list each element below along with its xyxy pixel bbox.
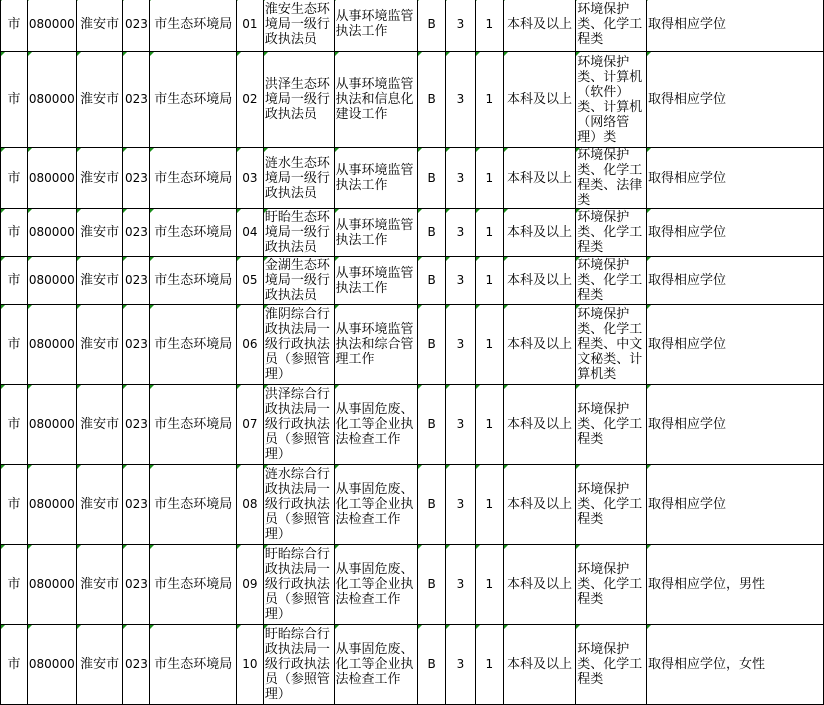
cell-position: 盱眙综合行政执法局一级行政执法员（参照管理） [263, 545, 334, 625]
cell-city: 市 [1, 305, 28, 385]
cell-position: 洪泽生态环境局一级行政执法员 [263, 52, 334, 148]
cell-cat: B [418, 209, 446, 257]
cell-edu: 本科及以上 [503, 148, 576, 209]
cell-major: 环境保护类、化学工程类 [576, 209, 647, 257]
cell-degree: 取得相应学位 [646, 148, 823, 209]
cell-edu: 本科及以上 [503, 0, 576, 52]
cell-position: 淮阴综合行政执法局一级行政执法员（参照管理） [263, 305, 334, 385]
cell-major: 环境保护类、化学工程类 [576, 545, 647, 625]
cell-dept-code: 023 [123, 305, 150, 385]
cell-code: 080000 [27, 148, 76, 209]
cell-code: 080000 [27, 625, 76, 705]
cell-duties: 从事环境监管执法工作 [334, 148, 418, 209]
cell-count: 1 [475, 148, 503, 209]
cell-pos-code: 05 [236, 257, 263, 305]
cell-city: 市 [1, 257, 28, 305]
cell-dept: 市生态环境局 [150, 52, 236, 148]
cell-position: 金湖生态环境局一级行政执法员 [263, 257, 334, 305]
cell-count: 1 [475, 465, 503, 545]
cell-count: 1 [475, 209, 503, 257]
table-row [1, 148, 824, 209]
cell-dept-code: 023 [123, 209, 150, 257]
cell-code: 080000 [27, 209, 76, 257]
table-row [1, 209, 824, 257]
cell-code: 080000 [27, 0, 76, 52]
cell-duties: 从事固危废、化工等企业执法检查工作 [334, 465, 418, 545]
cell-pos-code: 04 [236, 209, 263, 257]
cell-district: 淮安市 [76, 305, 123, 385]
cell-edu: 本科及以上 [503, 385, 576, 465]
cell-count: 1 [475, 52, 503, 148]
table-row [1, 545, 824, 625]
cell-edu: 本科及以上 [503, 625, 576, 705]
cell-duties: 从事固危废、化工等企业执法检查工作 [334, 545, 418, 625]
cell-degree: 取得相应学位 [646, 0, 823, 52]
cell-duties: 从事环境监管执法工作 [334, 0, 418, 52]
cell-count: 1 [475, 385, 503, 465]
cell-duties: 从事环境监管执法工作 [334, 257, 418, 305]
cell-count: 1 [475, 305, 503, 385]
cell-position: 涟水生态环境局一级行政执法员 [263, 148, 334, 209]
cell-count: 1 [475, 545, 503, 625]
cell-exam: 3 [446, 148, 476, 209]
cell-city: 市 [1, 52, 28, 148]
cell-city: 市 [1, 625, 28, 705]
cell-code: 080000 [27, 385, 76, 465]
cell-major: 环境保护类、化学工程类 [576, 0, 647, 52]
cell-city: 市 [1, 209, 28, 257]
cell-major: 环境保护类、计算机（软件）类、计算机（网络管理）类 [576, 52, 647, 148]
cell-cat: B [418, 385, 446, 465]
cell-exam: 3 [446, 257, 476, 305]
cell-edu: 本科及以上 [503, 52, 576, 148]
cell-pos-code: 06 [236, 305, 263, 385]
cell-dept-code: 023 [123, 625, 150, 705]
cell-dept-code: 023 [123, 148, 150, 209]
cell-district: 淮安市 [76, 465, 123, 545]
cell-position: 淮安生态环境局一级行政执法员 [263, 0, 334, 52]
cell-edu: 本科及以上 [503, 209, 576, 257]
cell-count: 1 [475, 0, 503, 52]
cell-cat: B [418, 52, 446, 148]
cell-pos-code: 01 [236, 0, 263, 52]
table-row [1, 52, 824, 148]
cell-dept: 市生态环境局 [150, 385, 236, 465]
cell-cat: B [418, 545, 446, 625]
cell-position: 涟水综合行政执法局一级行政执法员（参照管理） [263, 465, 334, 545]
cell-dept: 市生态环境局 [150, 625, 236, 705]
cell-city: 市 [1, 545, 28, 625]
cell-major: 环境保护类、化学工程类 [576, 385, 647, 465]
cell-count: 1 [475, 625, 503, 705]
cell-degree: 取得相应学位 [646, 305, 823, 385]
cell-code: 080000 [27, 305, 76, 385]
cell-dept-code: 023 [123, 0, 150, 52]
cell-city: 市 [1, 148, 28, 209]
cell-dept: 市生态环境局 [150, 257, 236, 305]
cell-edu: 本科及以上 [503, 305, 576, 385]
cell-duties: 从事固危废、化工等企业执法检查工作 [334, 385, 418, 465]
cell-exam: 3 [446, 52, 476, 148]
cell-cat: B [418, 257, 446, 305]
cell-code: 080000 [27, 52, 76, 148]
cell-pos-code: 10 [236, 625, 263, 705]
cell-edu: 本科及以上 [503, 257, 576, 305]
cell-cat: B [418, 305, 446, 385]
cell-district: 淮安市 [76, 52, 123, 148]
table-row [1, 625, 824, 705]
table-row [1, 257, 824, 305]
table-row [1, 0, 824, 52]
cell-dept-code: 023 [123, 545, 150, 625]
cell-duties: 从事固危废、化工等企业执法检查工作 [334, 625, 418, 705]
cell-exam: 3 [446, 385, 476, 465]
cell-pos-code: 09 [236, 545, 263, 625]
cell-dept: 市生态环境局 [150, 209, 236, 257]
cell-code: 080000 [27, 257, 76, 305]
cell-pos-code: 02 [236, 52, 263, 148]
cell-degree: 取得相应学位，女性 [646, 625, 823, 705]
cell-dept: 市生态环境局 [150, 465, 236, 545]
cell-city: 市 [1, 0, 28, 52]
cell-edu: 本科及以上 [503, 545, 576, 625]
cell-duties: 从事环境监管执法和综合管理工作 [334, 305, 418, 385]
cell-exam: 3 [446, 465, 476, 545]
cell-degree: 取得相应学位 [646, 257, 823, 305]
cell-dept-code: 023 [123, 52, 150, 148]
cell-dept: 市生态环境局 [150, 305, 236, 385]
cell-dept: 市生态环境局 [150, 0, 236, 52]
cell-major: 环境保护类、化学工程类 [576, 257, 647, 305]
cell-dept: 市生态环境局 [150, 148, 236, 209]
cell-cat: B [418, 148, 446, 209]
cell-count: 1 [475, 257, 503, 305]
cell-dept-code: 023 [123, 465, 150, 545]
cell-district: 淮安市 [76, 625, 123, 705]
table-row [1, 305, 824, 385]
cell-major: 环境保护类、化学工程类、法律类 [576, 148, 647, 209]
cell-district: 淮安市 [76, 385, 123, 465]
cell-city: 市 [1, 385, 28, 465]
cell-degree: 取得相应学位 [646, 385, 823, 465]
table-body [1, 0, 824, 705]
cell-degree: 取得相应学位 [646, 52, 823, 148]
cell-code: 080000 [27, 545, 76, 625]
cell-district: 淮安市 [76, 148, 123, 209]
cell-degree: 取得相应学位 [646, 209, 823, 257]
cell-district: 淮安市 [76, 257, 123, 305]
cell-district: 淮安市 [76, 545, 123, 625]
cell-exam: 3 [446, 625, 476, 705]
cell-position: 洪泽综合行政执法局一级行政执法员（参照管理） [263, 385, 334, 465]
table-row [1, 465, 824, 545]
cell-duties: 从事环境监管执法工作 [334, 209, 418, 257]
cell-exam: 3 [446, 305, 476, 385]
cell-exam: 3 [446, 209, 476, 257]
cell-edu: 本科及以上 [503, 465, 576, 545]
cell-district: 淮安市 [76, 0, 123, 52]
cell-pos-code: 07 [236, 385, 263, 465]
cell-city: 市 [1, 465, 28, 545]
cell-district: 淮安市 [76, 209, 123, 257]
cell-position: 盱眙综合行政执法局一级行政执法员（参照管理） [263, 625, 334, 705]
cell-major: 环境保护类、化学工程类 [576, 625, 647, 705]
table-row [1, 385, 824, 465]
cell-pos-code: 03 [236, 148, 263, 209]
cell-exam: 3 [446, 0, 476, 52]
cell-cat: B [418, 625, 446, 705]
cell-degree: 取得相应学位，男性 [646, 545, 823, 625]
cell-major: 环境保护类、化学工程类 [576, 465, 647, 545]
cell-cat: B [418, 0, 446, 52]
cell-dept: 市生态环境局 [150, 545, 236, 625]
cell-code: 080000 [27, 465, 76, 545]
cell-exam: 3 [446, 545, 476, 625]
cell-degree: 取得相应学位 [646, 465, 823, 545]
cell-duties: 从事环境监管执法和信息化建设工作 [334, 52, 418, 148]
cell-major: 环境保护类、化学工程类、中文文秘类、计算机类 [576, 305, 647, 385]
cell-cat: B [418, 465, 446, 545]
cell-dept-code: 023 [123, 257, 150, 305]
cell-dept-code: 023 [123, 385, 150, 465]
cell-pos-code: 08 [236, 465, 263, 545]
cell-position: 盱眙生态环境局一级行政执法员 [263, 209, 334, 257]
